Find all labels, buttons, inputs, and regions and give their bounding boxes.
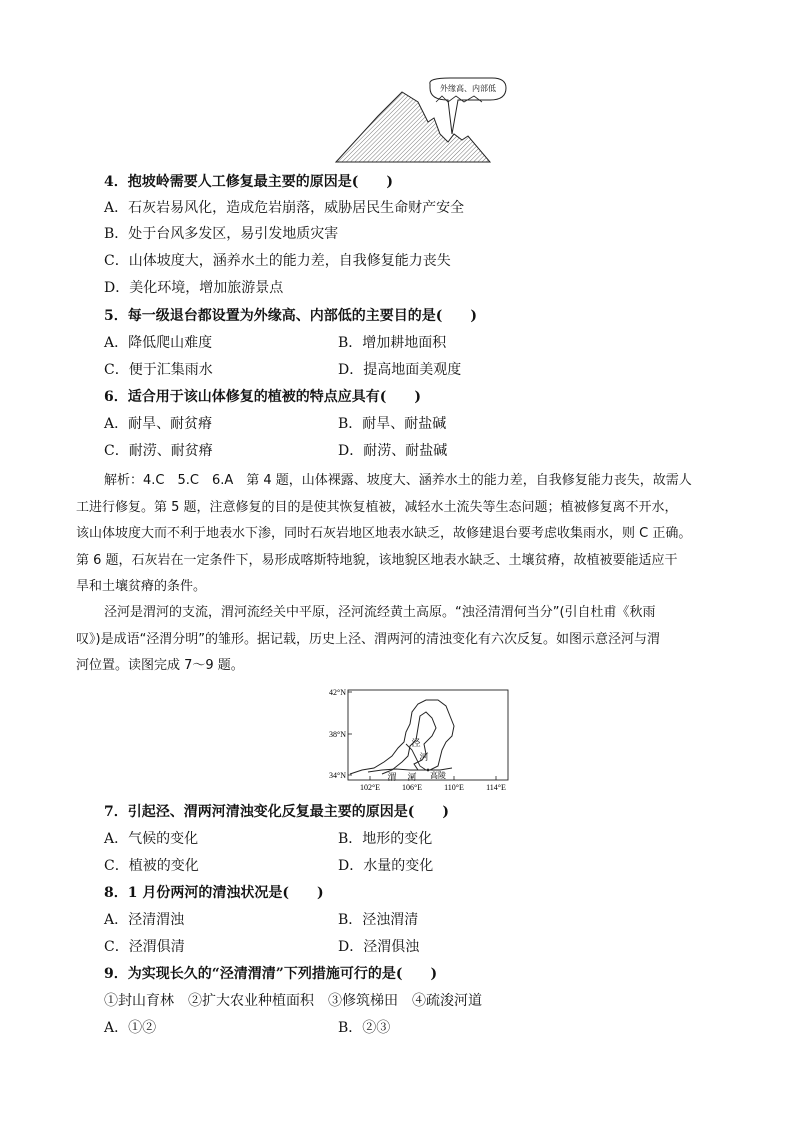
intro-line: 河位置。读图完成 7～9 题。 — [76, 658, 244, 673]
label-jing: 泾 — [411, 738, 421, 748]
q7-option-b[interactable]: B．地形的变化 — [338, 831, 433, 847]
q5-option-a[interactable]: A．降低爬山难度 — [104, 335, 213, 351]
q4-option-b[interactable]: B．处于台风多发区，易引发地质灾害 — [104, 226, 339, 242]
q8-option-a[interactable]: A．泾清渭浊 — [104, 912, 185, 928]
q6-stem: 6．适合用于该山体修复的植被的特点应具有( ) — [104, 389, 421, 405]
q5-option-d[interactable]: D．提高地面美观度 — [338, 362, 462, 378]
terrace-slope-figure — [330, 76, 510, 166]
lon-label-110: 110°E — [444, 783, 464, 792]
q4-option-c[interactable]: C．山体坡度大，涵养水土的能力差，自我修复能力丧失 — [104, 253, 451, 269]
q8-option-d[interactable]: D．泾渭俱浊 — [338, 939, 420, 955]
q5-option-c[interactable]: C．便于汇集雨水 — [104, 362, 213, 378]
q7-stem: 7．引起泾、渭两河清浊变化反复最主要的原因是( ) — [104, 804, 449, 820]
lat-label-42: 42°N — [329, 688, 346, 697]
map-frame — [348, 690, 508, 780]
q6-option-c[interactable]: C．耐涝、耐贫瘠 — [104, 443, 213, 459]
lat-label-34: 34°N — [329, 771, 346, 780]
q8-option-c[interactable]: C．泾渭俱清 — [104, 939, 185, 955]
analysis-line: 该山体坡度大而不利于地表水下渗，同时石灰岩地区地表水缺乏，故修建退台要考虑收集雨水，则 C 正确。 — [76, 526, 692, 541]
q4-stem: 4．抱坡岭需要人工修复最主要的原因是( ) — [104, 174, 393, 190]
jing-wei-river-map — [312, 684, 512, 796]
analysis-paragraph — [76, 468, 728, 601]
q6-option-b[interactable]: B．耐旱、耐盐碱 — [338, 416, 447, 432]
analysis-line: 解析：4.C 5.C 6.A 第 4 题，山体裸露、坡度大、涵养水土的能力差，自我修复能力丧失，故需人 — [104, 473, 692, 488]
q5-option-b[interactable]: B．增加耕地面积 — [338, 335, 447, 351]
q8-option-b[interactable]: B．泾浊渭清 — [338, 912, 419, 928]
label-wei: 渭 — [387, 772, 397, 782]
label-he-2: 河 — [407, 772, 417, 782]
q4-option-d[interactable]: D．美化环境，增加旅游景点 — [104, 280, 284, 296]
q9-stem: 9．为实现长久的“泾清渭清”下列措施可行的是( ) — [104, 966, 438, 982]
analysis-line: 旱和土壤贫瘠的条件。 — [76, 579, 207, 594]
analysis-line: 工进行修复。第 5 题，注意修复的目的是使其恢复植被，减轻水土流失等生态问题；植被修复离不开水， — [76, 499, 678, 515]
q6-option-a[interactable]: A．耐旱、耐贫瘠 — [104, 416, 213, 432]
q8-stem: 8．1 月份两河的清浊状况是( ) — [104, 885, 324, 901]
lon-label-114: 114°E — [486, 783, 506, 792]
q7-option-c[interactable]: C．植被的变化 — [104, 858, 199, 874]
lon-label-102: 102°E — [359, 783, 381, 792]
intro-paragraph — [76, 600, 728, 680]
q7-option-d[interactable]: D．水量的变化 — [338, 858, 434, 874]
intro-line: 泾河是渭河的支流，渭河流经关中平原，泾河流经黄土高原。“浊泾清渭何当分”(引自杜甫《秋雨 — [104, 605, 656, 620]
lon-label-106: 106°E — [401, 783, 423, 792]
label-he-1: 河 — [419, 752, 429, 762]
gaoling-point — [427, 769, 430, 772]
lat-label-38: 38°N — [329, 730, 346, 739]
intro-line: 叹》)是成语“泾渭分明”的雏形。据记载，历史上泾、渭两河的清浊变化有六次反复。如图示意泾河与渭 — [76, 631, 661, 647]
mountain-profile — [336, 92, 490, 162]
q9-option-a[interactable]: A．①② — [104, 1020, 157, 1036]
q6-option-d[interactable]: D．耐涝、耐盐碱 — [338, 443, 448, 459]
analysis-line: 第 6 题，石灰岩在一定条件下，易形成喀斯特地貌，该地貌区地表水缺乏、土壤贫瘠，故植被要能适应干 — [76, 552, 678, 568]
label-gaoling: 高陵 — [430, 771, 446, 780]
q9-choices: ①封山育林 ②扩大农业种植面积 ③修筑梯田 ④疏浚河道 — [104, 993, 482, 1009]
q5-stem: 5．每一级退台都设置为外缘高、内部低的主要目的是( ) — [104, 308, 477, 324]
q7-option-a[interactable]: A．气候的变化 — [104, 831, 199, 847]
callout-label: 外缘高、内部低 — [440, 84, 496, 93]
q4-option-a[interactable]: A．石灰岩易风化，造成危岩崩落，威胁居民生命财产安全 — [104, 200, 465, 216]
q9-option-b[interactable]: B．②③ — [338, 1020, 391, 1036]
